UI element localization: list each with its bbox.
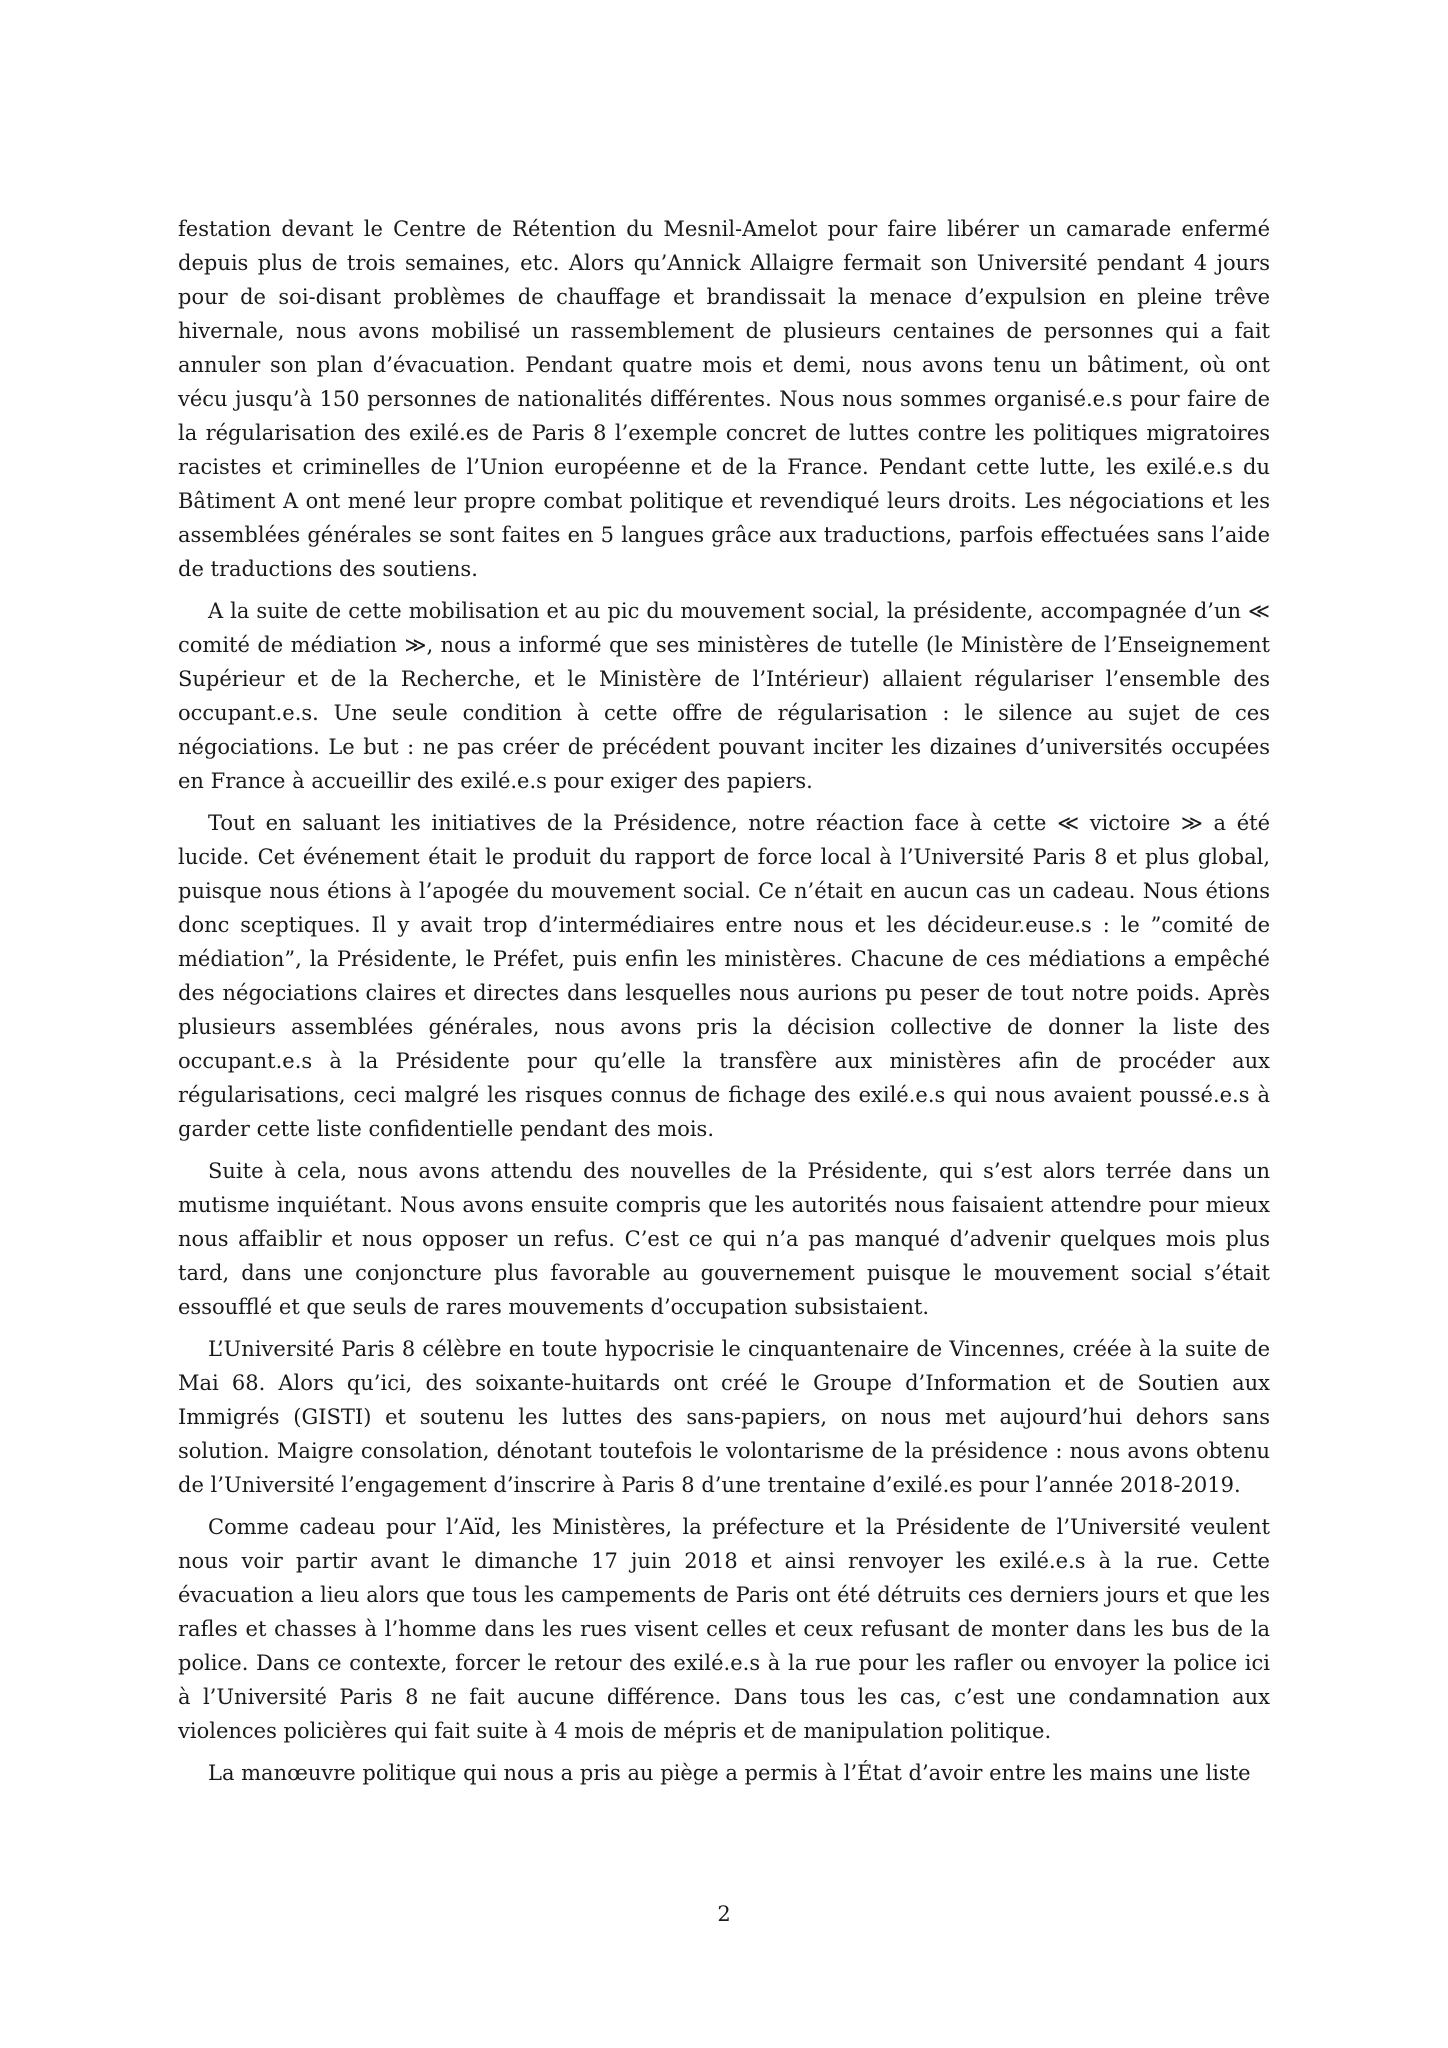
paragraph-1: festation devant le Centre de Rétention du Mesnil-Amelot pour faire libérer un camarade enfermé depuis plus de trois semaines, etc. Alors qu’Annick Allaigre fermait son Université pendant 4 jours pour de soi-disant problèmes de chauffage et brandissait la menace d’expulsion en pleine trêve hivernale, nous avons mobilisé un rassemblement de plusieurs centaines de personnes qui a fait annuler son plan d’évacuation. Pendant quatre mois et demi, nous avons tenu un bâtiment, où ont vécu jusqu’à 150 personnes de nationalités différentes. Nous nous sommes organisé.e.s pour faire de la régularisation des exilé.es de Paris 8 l’exemple concret de luttes contre les politiques migratoires racistes et criminelles de l’Union européenne et de la France. Pendant cette lutte, les exilé.e.s du Bâtiment A ont mené leur propre combat politique et revendiqué leurs droits. Les négociations et les assemblées générales se sont faites en 5 langues grâce aux traductions, parfois effectuées sans l’aide de traductions des soutiens. xyxy=(178,217,1270,581)
paragraph-4: Suite à cela, nous avons attendu des nouvelles de la Présidente, qui s’est alors terrée dans un mutisme inquiétant. Nous avons ensuite compris que les autorités nous faisaient attendre pour mieux nous affaiblir et nous opposer un refus. C’est ce qui n’a pas manqué d’advenir quelques mois plus tard, dans une conjoncture plus favorable au gouvernement puisque le mouvement social s’était essoufflé et que seuls de rares mouvements d’occupation subsistaient. xyxy=(178,1159,1270,1319)
paragraph-5: L’Université Paris 8 célèbre en toute hypocrisie le cinquantenaire de Vincennes, créée à la suite de Mai 68. Alors qu’ici, des soixante-huitards ont créé le Groupe d’Information et de Soutien aux Immigrés (GISTI) et soutenu les luttes des sans-papiers, on nous met aujourd’hui dehors sans solution. Maigre consolation, dénotant toutefois le volontarisme de la présidence : nous avons obtenu de l’Université l’engagement d’inscrire à Paris 8 d’une trentaine d’exilé.es pour l’année 2018-2019. xyxy=(178,1337,1270,1497)
paragraph-2: A la suite de cette mobilisation et au pic du mouvement social, la présidente, accompagnée d’un ≪ comité de médiation ≫, nous a informé que ses ministères de tutelle (le Ministère de l’Enseignement Supérieur et de la Recherche, et le Ministère de l’Intérieur) allaient régulariser l’ensemble des occupant.e.s. Une seule condition à cette offre de régularisation : le silence au sujet de ces négociations. Le but : ne pas créer de précédent pouvant inciter les dizaines d’universités occupées en France à accueillir des exilé.e.s pour exiger des papiers. xyxy=(178,599,1270,793)
page-number: 2 xyxy=(717,1902,731,1926)
paragraph-6: Comme cadeau pour l’Aïd, les Ministères, la préfecture et la Présidente de l’Université veulent nous voir partir avant le dimanche 17 juin 2018 et ainsi renvoyer les exilé.e.s à la rue. Cette évacuation a lieu alors que tous les campements de Paris ont été détruits ces derniers jours et que les rafles et chasses à l’homme dans les rues visent celles et ceux refusant de monter dans les bus de la police. Dans ce contexte, forcer le retour des exilé.e.s à la rue pour les rafler ou envoyer la police ici à l’Université Paris 8 ne fait aucune différence. Dans tous les cas, c’est une condamnation aux violences policières qui fait suite à 4 mois de mépris et de manipulation politique. xyxy=(178,1515,1270,1743)
paragraph-7: La manœuvre politique qui nous a pris au piège a permis à l’État d’avoir entre les mains une liste xyxy=(208,1761,1251,1785)
document-body xyxy=(178,212,1270,1798)
paragraph-3: Tout en saluant les initiatives de la Présidence, notre réaction face à cette ≪ victoire ≫ a été lucide. Cet événement était le produit du rapport de force local à l’Université Paris 8 et plus global, puisque nous étions à l’apogée du mouvement social. Ce n’était en aucun cas un cadeau. Nous étions donc sceptiques. Il y avait trop d’intermédiaires entre nous et les décideur.euse.s : le ”comité de médiation”, la Présidente, le Préfet, puis enfin les ministères. Chacune de ces médiations a empêché des négociations claires et directes dans lesquelles nous aurions pu peser de tout notre poids. Après plusieurs assemblées générales, nous avons pris la décision collective de donner la liste des occupant.e.s à la Présidente pour qu’elle la transfère aux ministères afin de procéder aux régularisations, ceci malgré les risques connus de fichage des exilé.e.s qui nous avaient poussé.e.s à garder cette liste confidentielle pendant des mois. xyxy=(178,811,1270,1141)
